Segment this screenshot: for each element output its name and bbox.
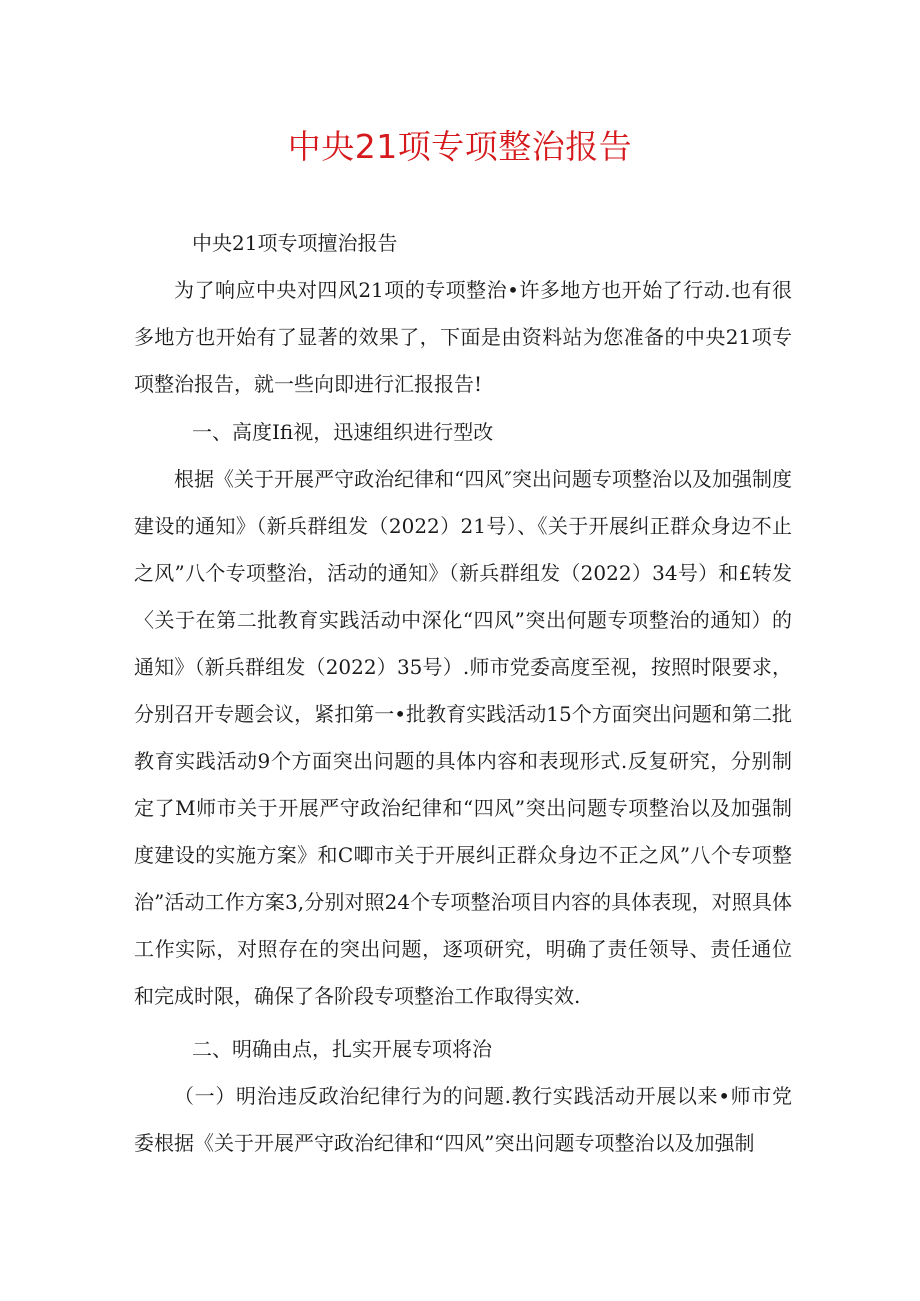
paragraph-section-2: （一）明治违反政治纪律行为的问题.教行实践活动开展以来•师市党委根据《关于开展严守政治纪律和“四风”突出问题专项整治以及加强制: [134, 1084, 792, 1155]
section-heading-2: 二、明确由点，扎实开展专项将治: [192, 1037, 492, 1061]
paragraph-section-1: 根据《关于开展严守政治纪律和“四风″突出问题专项整治以及加强制度建设的通知》（新兵群组发（2022）21号）、《关于开展纠正群众身边不止之风”八个专项整治，活动的通知》（新兵群组发（2022）34号）和£转发〈关于在第二批教育实践活动中深化“四风”突出何题专项整治的通知）的通知》（新兵群组发（2022）35号）.师市党委高度至视，按照时限要求，分别召开专题会议，紧扣第一•批教育实践活动15个方面突出问题和第二批教育实践活动9个方面突出问题的具体内容和表现形式.反复研究，分别制定了M师市关于开展严守政治纪律和“四风”突出问题专项整治以及加强制度建设的实施方案》和C唧市关于开展纠正群众身边不正之风”八个专项整治”活动工作方案3,分别对照24个专项整治项目内容的具体表现，对照具体工作实际，对照存在的突出问题，逐项研究，明确了责任领导、责任通位和完成时限，确保了各阶段专项整治工作取得实效.: [134, 467, 792, 1008]
document-title: 中央21项专项整治报告: [287, 127, 633, 166]
document-subtitle: 中央21项专项擅治报告: [192, 231, 398, 255]
paragraph-intro: 为了响应中央对四风21项的专项整治•许多地方也开始了行动.也有很多地方也开始有了显著的效果了，下面是由资料站为您准备的中央21项专项整治报告，就一些向即进行汇报报告!: [134, 278, 792, 396]
section-heading-1: 一、高度Ifi视，迅速组织进行型改: [192, 420, 494, 444]
